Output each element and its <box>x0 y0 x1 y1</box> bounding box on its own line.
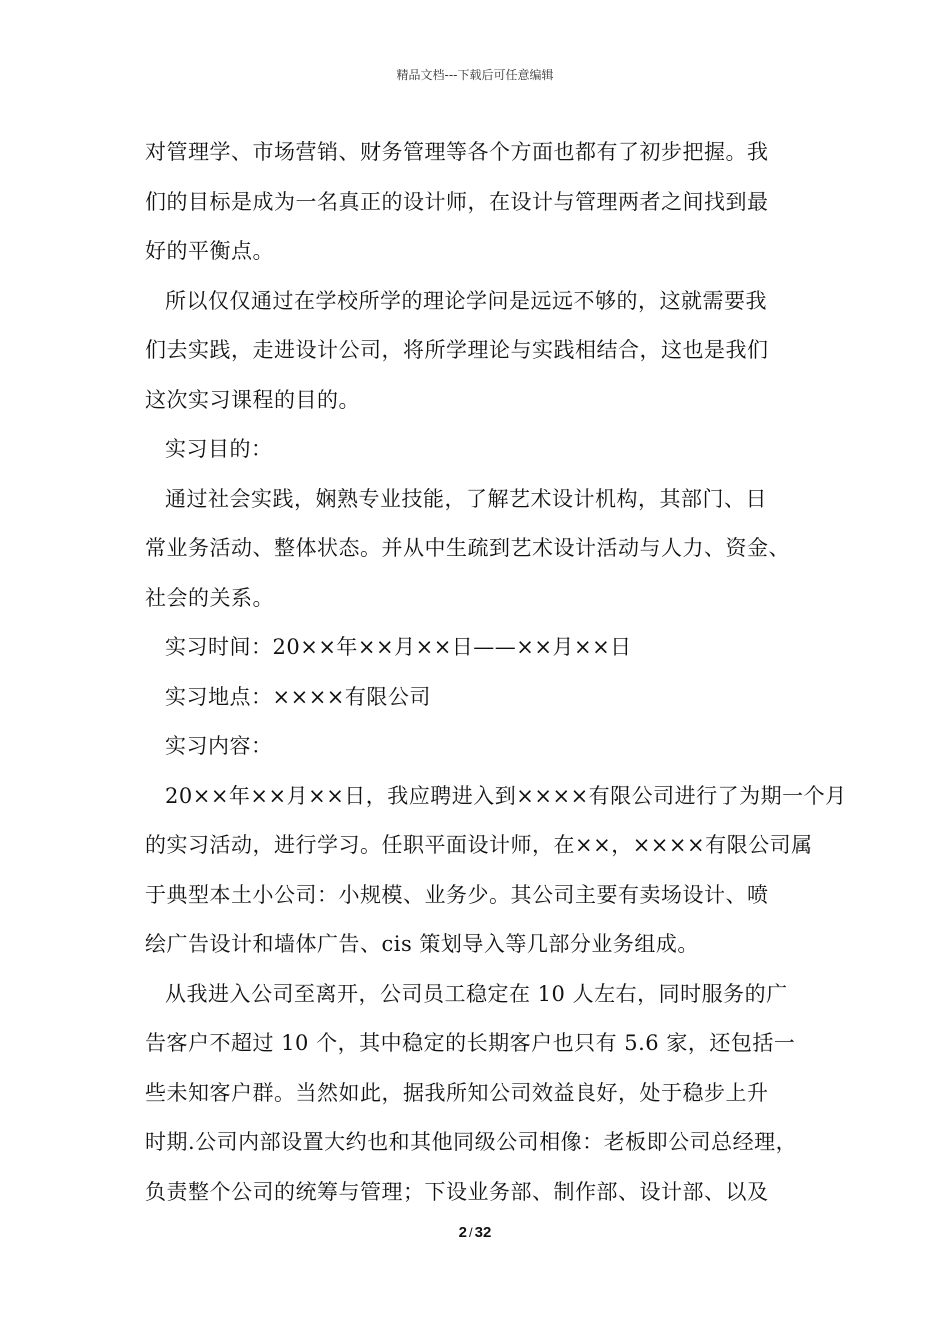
text-line: 社会的关系。 <box>145 585 274 610</box>
section-heading: 实习内容： <box>165 734 273 758</box>
text-line: 好的平衡点。 <box>145 239 274 263</box>
page-total: 32 <box>474 1224 492 1241</box>
page-current: 2 <box>458 1224 468 1241</box>
document-header: 精品文档---下载后可任意编辑 <box>396 68 554 82</box>
section-heading: 实习目的： <box>165 437 273 461</box>
document-body <box>145 128 847 1217</box>
text-line: 时期.公司内部设置大约也和其他同级公司相像：老板即公司总经理， <box>145 1130 798 1154</box>
text-line: 20××年××月××日，我应聘进入到××××有限公司进行了为期一个月 <box>165 783 847 808</box>
internship-location: 实习地点：××××有限公司 <box>165 684 431 709</box>
text-line: 常业务活动、整体状态。并从中生疏到艺术设计活动与人力、资金、 <box>145 536 790 560</box>
internship-time: 实习时间：20××年××月××日——××月××日 <box>165 635 632 659</box>
text-line: 这次实习课程的目的。 <box>145 387 360 412</box>
text-line: 们的目标是成为一名真正的设计师，在设计与管理两者之间找到最 <box>145 189 769 214</box>
text-line: 对管理学、市场营销、财务管理等各个方面也都有了初步把握。我 <box>145 140 769 164</box>
text-line: 于典型本土小公司：小规模、业务少。其公司主要有卖场设计、喷 <box>145 882 769 907</box>
page-number <box>0 1224 950 1241</box>
text-line: 的实习活动，进行学习。任职平面设计师，在××，××××有限公司属 <box>145 833 813 857</box>
page-separator: / <box>469 1225 473 1240</box>
text-line: 所以仅仅通过在学校所学的理论学问是远远不够的，这就需要我 <box>165 288 767 313</box>
text-line: 通过社会实践，娴熟专业技能，了解艺术设计机构，其部门、日 <box>165 486 767 511</box>
text-line: 负责整个公司的统筹与管理；下设业务部、制作部、设计部、以及 <box>145 1179 769 1204</box>
text-line: 告客户不超过 10 个，其中稳定的长期客户也只有 5.6 家，还包括一 <box>145 1031 796 1055</box>
text-line: 绘广告设计和墙体广告、cis 策划导入等几部分业务组成。 <box>145 932 699 956</box>
text-line: 们去实践，走进设计公司，将所学理论与实践相结合，这也是我们 <box>145 338 769 362</box>
text-line: 从我进入公司至离开，公司员工稳定在 10 人左右，同时服务的广 <box>165 981 788 1006</box>
text-line: 些未知客户群。当然如此，据我所知公司效益良好，处于稳步上升 <box>145 1080 769 1105</box>
